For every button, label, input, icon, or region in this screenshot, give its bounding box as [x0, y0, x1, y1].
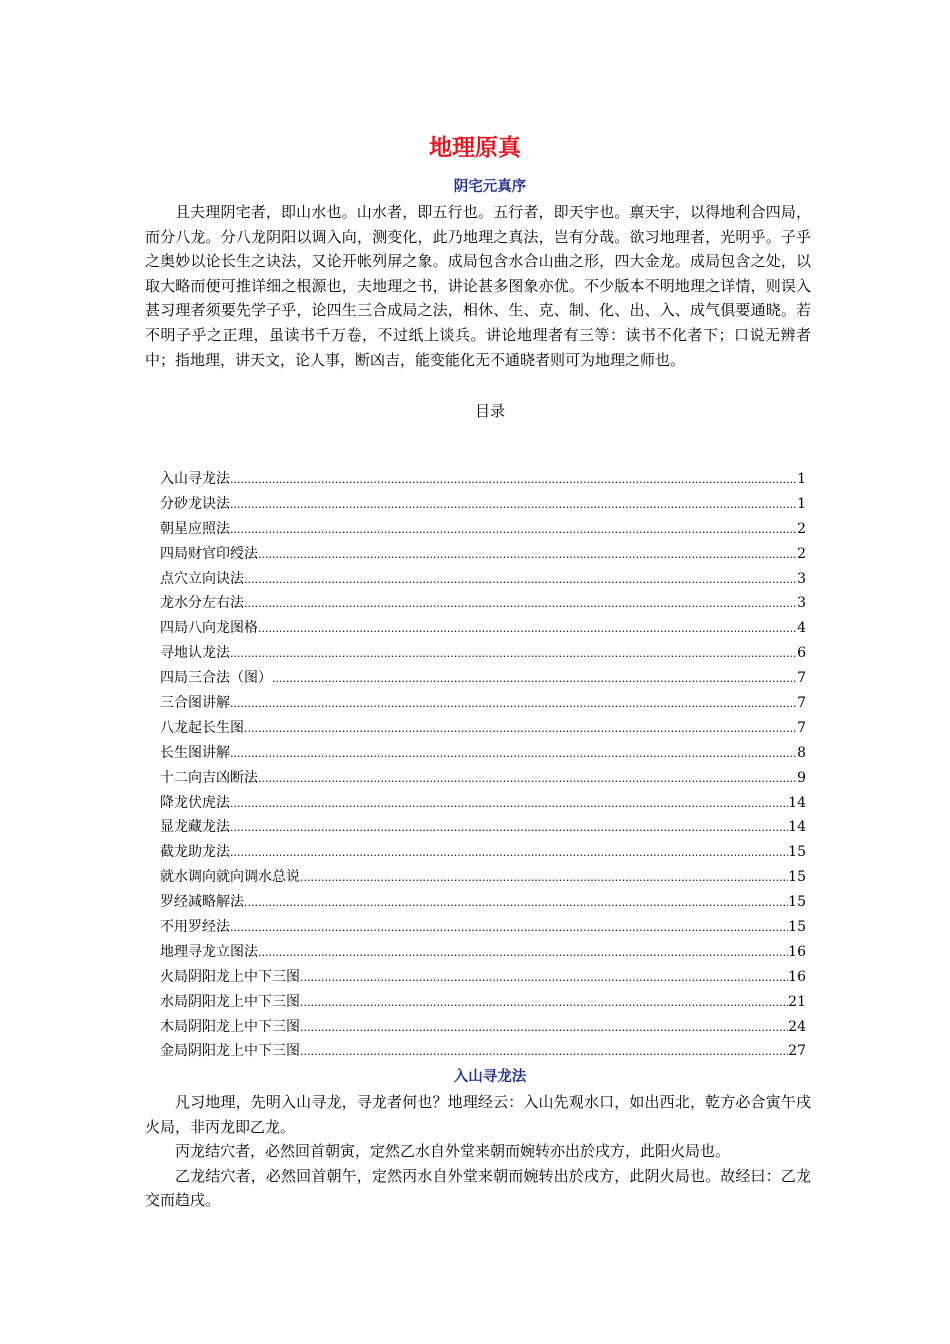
toc-entry[interactable]	[160, 517, 806, 542]
toc-dot-leader	[230, 916, 788, 941]
toc-dot-leader	[230, 642, 797, 667]
toc-entry-label[interactable]: 四局财官印绶法	[160, 545, 258, 562]
toc-entry-label[interactable]: 点穴立向诀法	[160, 570, 244, 587]
toc-entry[interactable]	[160, 1015, 806, 1040]
toc-entry[interactable]	[160, 542, 806, 567]
preface-title: 阴宅元真序	[453, 179, 527, 195]
toc-entry[interactable]	[160, 791, 806, 816]
toc-entry-page-number[interactable]: 16	[788, 943, 806, 960]
toc-heading: 目录	[474, 402, 505, 420]
toc-entry-page-number[interactable]: 4	[797, 620, 806, 637]
toc-dot-leader	[258, 617, 797, 642]
toc-entry-label[interactable]: 水局阴阳龙上中下三图	[160, 993, 300, 1010]
toc-dot-leader	[230, 841, 788, 866]
toc-entry[interactable]	[160, 865, 806, 890]
toc-entry-label[interactable]: 三合图讲解	[160, 695, 230, 712]
toc-entry-page-number[interactable]: 15	[788, 894, 806, 911]
toc-entry-label[interactable]: 不用罗经法	[160, 919, 230, 936]
toc-entry-page-number[interactable]: 3	[797, 595, 806, 612]
section-paragraph: 乙龙结穴者，必然回首朝午，定然丙水自外堂来朝而婉转出於戌方，此阴火局也。故经曰：乙龙交而趋戌。	[145, 1166, 811, 1210]
toc-entry[interactable]	[160, 492, 806, 517]
toc-entry-label[interactable]: 降龙伏虎法	[160, 794, 230, 811]
toc-entry[interactable]	[160, 641, 806, 666]
toc-dot-leader	[230, 792, 788, 817]
toc-entry-page-number[interactable]: 7	[797, 670, 806, 687]
toc-entry-page-number[interactable]: 15	[788, 919, 806, 936]
toc-dot-leader	[230, 816, 788, 841]
toc-dot-leader	[258, 941, 788, 966]
toc-entry-page-number[interactable]: 16	[788, 968, 806, 985]
toc-dot-leader	[230, 692, 797, 717]
toc-dot-leader	[244, 592, 797, 617]
toc-dot-leader	[230, 518, 797, 543]
toc-entry-page-number[interactable]: 8	[797, 744, 806, 761]
toc-entry[interactable]	[160, 691, 806, 716]
toc-entry-page-number[interactable]: 14	[788, 794, 806, 811]
toc-entry-label[interactable]: 地理寻龙立图法	[160, 943, 258, 960]
toc-dot-leader	[244, 891, 788, 916]
toc-entry-page-number[interactable]: 2	[797, 545, 806, 562]
toc-dot-leader	[300, 991, 788, 1016]
toc-entry[interactable]	[160, 815, 806, 840]
section-title: 入山寻龙法	[453, 1069, 527, 1085]
toc-dot-leader	[300, 1016, 788, 1041]
toc-entry-page-number[interactable]: 27	[788, 1043, 806, 1060]
toc-entry-label[interactable]: 八龙起长生图	[160, 719, 244, 736]
toc-dot-leader	[300, 966, 788, 991]
toc-entry-page-number[interactable]: 7	[797, 719, 806, 736]
toc-entry[interactable]	[160, 666, 806, 691]
toc-dot-leader	[258, 543, 797, 568]
preface-paragraph: 且夫理阴宅者，即山水也。山水者，即五行也。五行者，即天宇也。禀天宇，以得地利合四局，而分八龙。分八龙阴阳以调入向，测变化，此乃地理之真法，岂有分哉。欲习地理者，光明乎。子乎之奥妙以论长生之诀法，又论开帐列屏之象。成局包含水合山曲之形，四大金龙。成局包含之处，以取大略而便可推详细之根源也，夫地理之书，讲论甚多图象亦优。不少版本不明地理之详情，则误入甚习理者须要先学子乎，论四生三合成局之法，相休、生、克、制、化、出、入、成气俱要通晓。若不明子乎之正理，虽读书千万卷，不过纸上谈兵。讲论地理者有三等：读书不化者下；口说无辨者中；指地理，讲天文，论人事，断凶吉，能变能化无不通晓者则可为地理之师也。	[145, 203, 811, 369]
document-title: 地理原真	[429, 135, 521, 161]
toc-entry-page-number[interactable]: 6	[797, 645, 806, 662]
toc-dot-leader	[230, 468, 797, 493]
toc-entry[interactable]	[160, 1039, 806, 1064]
toc-dot-leader	[230, 493, 797, 518]
toc-entry-label[interactable]: 寻地认龙法	[160, 645, 230, 662]
section-paragraph: 凡习地理，先明入山寻龙，寻龙者何也？地理经云：入山先观水口，如出西北，乾方必合寅午戌火局，非丙龙即乙龙。	[145, 1093, 811, 1136]
toc-entry-label[interactable]: 朝星应照法	[160, 520, 230, 537]
toc-entry-label[interactable]: 分砂龙诀法	[160, 495, 230, 512]
toc-dot-leader	[258, 767, 797, 792]
toc-dot-leader	[244, 568, 797, 593]
toc-entry-label[interactable]: 十二向吉凶断法	[160, 769, 258, 786]
toc-dot-leader	[230, 742, 797, 767]
toc-entry-page-number[interactable]: 9	[797, 769, 806, 786]
section-body	[145, 1090, 811, 1213]
toc-entry[interactable]	[160, 840, 806, 865]
section-paragraph: 丙龙结穴者，必然回首朝寅，定然乙水自外堂来朝而婉转亦出於戌方，此阳火局也。	[175, 1142, 731, 1161]
toc-entry-page-number[interactable]: 2	[797, 520, 806, 537]
toc-entry-page-number[interactable]: 15	[788, 869, 806, 886]
toc-entry[interactable]	[160, 467, 806, 492]
toc-entry-page-number[interactable]: 3	[797, 570, 806, 587]
toc-entry-page-number[interactable]: 14	[788, 819, 806, 836]
toc-entry[interactable]	[160, 567, 806, 592]
toc-entry-label[interactable]: 罗经减略解法	[160, 894, 244, 911]
toc-entry[interactable]	[160, 591, 806, 616]
toc-entry-label[interactable]: 四局八向龙图格	[160, 620, 258, 637]
toc-entry-label[interactable]: 长生图讲解	[160, 744, 230, 761]
toc-entry[interactable]	[160, 616, 806, 641]
toc-entry-label[interactable]: 木局阴阳龙上中下三图	[160, 1018, 300, 1035]
toc-dot-leader	[244, 717, 797, 742]
toc-entry[interactable]	[160, 915, 806, 940]
toc-entry-label[interactable]: 金局阴阳龙上中下三图	[160, 1043, 300, 1060]
toc-dot-leader	[300, 1040, 788, 1065]
toc-entry-label[interactable]: 龙水分左右法	[160, 595, 244, 612]
toc-entry-page-number[interactable]: 1	[797, 495, 806, 512]
toc-entry-label[interactable]: 四局三合法（图）	[160, 670, 272, 687]
toc-entry-label[interactable]: 显龙藏龙法	[160, 819, 230, 836]
toc-dot-leader	[300, 866, 788, 891]
toc-entry[interactable]	[160, 990, 806, 1015]
toc-entry[interactable]	[160, 716, 806, 741]
toc-entry-page-number[interactable]: 1	[797, 471, 806, 487]
table-of-contents	[160, 467, 806, 1064]
toc-entry-label[interactable]: 入山寻龙法	[160, 471, 230, 487]
toc-entry[interactable]	[160, 741, 806, 766]
toc-entry-page-number[interactable]: 7	[797, 695, 806, 712]
toc-entry[interactable]	[160, 766, 806, 791]
toc-entry-page-number[interactable]: 24	[788, 1018, 806, 1035]
toc-entry-label[interactable]: 截龙助龙法	[160, 844, 230, 861]
toc-entry-page-number[interactable]: 15	[788, 844, 806, 861]
toc-entry[interactable]	[160, 965, 806, 990]
toc-dot-leader	[272, 667, 797, 692]
toc-entry[interactable]	[160, 890, 806, 915]
toc-entry[interactable]	[160, 940, 806, 965]
toc-entry-label[interactable]: 火局阴阳龙上中下三图	[160, 968, 300, 985]
toc-entry-label[interactable]: 就水调向就向调水总说	[160, 869, 300, 886]
toc-entry-page-number[interactable]: 21	[788, 993, 806, 1010]
